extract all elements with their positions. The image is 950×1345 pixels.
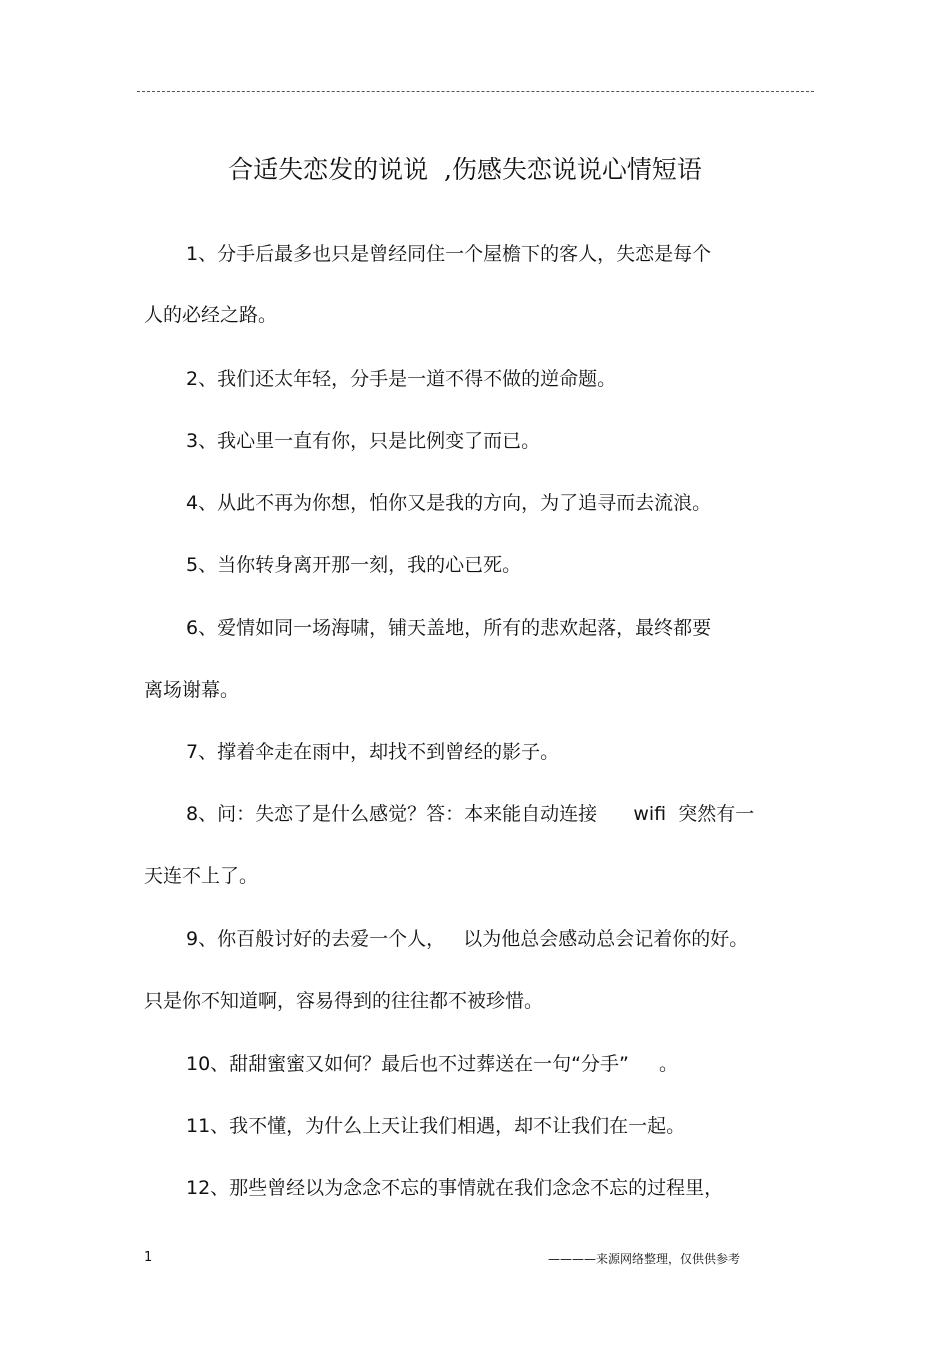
paragraph-line: 6、爱情如同一场海啸，铺天盖地，所有的悲欢起落，最终都要 xyxy=(186,617,712,639)
page-title: 合适失恋发的说说 ,伤感失恋说说心情短语 xyxy=(228,155,702,184)
header-dashed-rule xyxy=(137,91,814,92)
paragraph-line: 离场谢幕。 xyxy=(144,679,240,701)
paragraph-line: 4、从此不再为你想，怕你又是我的方向，为了追寻而去流浪。 xyxy=(186,492,712,514)
paragraph-line: 10、甜甜蜜蜜又如何？最后也不过葬送在一句“分手” 。 xyxy=(186,1053,679,1075)
paragraph-line: 2、我们还太年轻，分手是一道不得不做的逆命题。 xyxy=(186,368,617,390)
paragraph-line: 1、分手后最多也只是曾经同住一个屋檐下的客人，失恋是每个 xyxy=(186,243,712,265)
paragraph-line: 9、你百般讨好的去爱一个人， 以为他总会感动总会记着你的好。 xyxy=(186,928,749,950)
paragraph-line: 3、我心里一直有你，只是比例变了而已。 xyxy=(186,430,541,452)
paragraph-line: 天连不上了。 xyxy=(144,865,259,887)
paragraph-line: 人的必经之路。 xyxy=(144,304,278,326)
paragraph-line: 只是你不知道啊，容易得到的往往都不被珍惜。 xyxy=(144,990,544,1012)
paragraph-line: 8、问：失恋了是什么感觉？答：本来能自动连接 wifi 突然有一 xyxy=(186,803,755,825)
paragraph-line: 11、我不懂，为什么上天让我们相遇，却不让我们在一起。 xyxy=(186,1115,686,1137)
page-number: 1 xyxy=(144,1250,153,1265)
paragraph-line: 5、当你转身离开那一刻，我的心已死。 xyxy=(186,554,522,576)
paragraph-line: 12、那些曾经以为念念不忘的事情就在我们念念不忘的过程里， xyxy=(186,1177,724,1199)
paragraph-line: 7、撑着伞走在雨中，却找不到曾经的影子。 xyxy=(186,741,560,763)
footer-source-note: ————来源网络整理，仅供供参考 xyxy=(548,1252,741,1266)
